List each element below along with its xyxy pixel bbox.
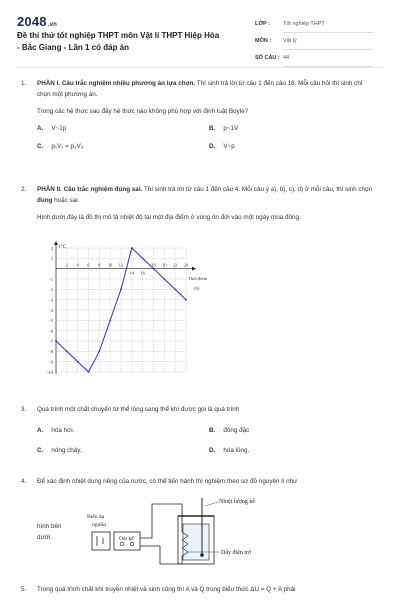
chart-axes [54, 241, 196, 374]
y-tick-label: 2 [50, 245, 53, 251]
wire-top [140, 504, 182, 538]
x-tick-label: 18 [151, 262, 156, 268]
calorimeter-diagram [70, 494, 280, 572]
meta-subject-value: Vật lý [283, 33, 373, 50]
option-c[interactable] [37, 141, 83, 152]
data-point [88, 371, 90, 373]
question-number: 1. [21, 80, 27, 87]
x-axis-arrow [192, 267, 196, 271]
data-point [163, 278, 165, 280]
part-instructions-end: hoặc sai. [52, 197, 80, 204]
question-prompt: Hình dưới đây là đồ thị mô tả nhiệt độ tại một địa điểm ở vùng ôn đới vào một ngày mùa đông. [37, 214, 301, 221]
option-text: p~1V [223, 125, 239, 132]
option-text: p₁V₁ = p₃V₃ [51, 143, 84, 150]
question-number: 3. [21, 406, 27, 413]
meta-row-count [255, 50, 373, 67]
x-tick-label: 10 [107, 262, 113, 268]
option-b[interactable] [209, 123, 238, 134]
label-source-1: Biến áp [87, 514, 105, 520]
question-4 [17, 476, 375, 487]
y-tick-label: -8 [49, 349, 53, 355]
chart-ticks [47, 246, 189, 375]
option-letter: A. [37, 125, 44, 132]
option-b[interactable] [209, 425, 249, 436]
data-point [66, 350, 68, 352]
option-letter: C. [37, 143, 44, 150]
question-number: 2. [21, 186, 27, 193]
x-tick-label: 16 [140, 270, 145, 276]
option-text: nóng chảy. [51, 447, 82, 454]
option-a[interactable] [37, 123, 66, 134]
y-tick-label: -10 [46, 369, 53, 375]
wire-bottom [140, 546, 182, 564]
x-tick-label: 24 [183, 262, 189, 268]
options-row-2 [37, 141, 375, 155]
question-prompt: Trong quá trình chất khí truyền nhiệt và sinh công thì A và Q trong biểu thức ΔU = Q + A phải [37, 586, 296, 593]
logo-text: 2048 [17, 14, 47, 29]
option-text: đông đặc [223, 427, 250, 434]
y-tick-label: -2 [49, 287, 53, 293]
option-letter: A. [37, 427, 44, 434]
data-point [120, 288, 122, 290]
option-text: V~p [223, 143, 235, 150]
data-point [142, 257, 144, 259]
meta-row-class [255, 16, 373, 33]
option-letter: D. [209, 447, 216, 454]
data-point [109, 319, 111, 321]
bold-word: đúng [37, 197, 53, 204]
option-a[interactable] [37, 425, 74, 436]
question-3 [17, 404, 375, 459]
exam-meta [255, 16, 373, 67]
x-tick-label: 8 [98, 262, 101, 268]
question-prompt: Để xác định nhiệt dung riêng của nước, có thể tiến hành thí nghiệm theo sơ đồ nguyên lí như [37, 478, 298, 485]
y-tick-label: -6 [49, 328, 53, 334]
option-letter: C. [37, 447, 44, 454]
question-text [37, 78, 375, 100]
option-text: hóa hơi. [51, 427, 75, 434]
question-4-continuation [17, 521, 77, 543]
option-letter: D. [209, 143, 216, 150]
logo-suffix: .vn [47, 22, 58, 28]
options-row-1 [37, 123, 375, 137]
meta-row-subject [255, 33, 373, 50]
x-tick-label: 6 [87, 262, 90, 268]
y-tick-label: -5 [49, 318, 53, 324]
question-text [37, 184, 375, 206]
option-d[interactable] [209, 141, 235, 152]
part-instructions: Thí sinh trả lời từ câu 1 đến câu 18. Mỗi câu hỏi thí sinh chỉ chọn một phương án. [37, 80, 363, 98]
leader-line [205, 502, 218, 506]
question-1 [17, 78, 375, 155]
meta-count-value: 44 [283, 50, 373, 67]
meta-subject-label: MÔN : [255, 38, 272, 44]
data-point [98, 350, 100, 352]
y-tick-label: -4 [49, 307, 53, 313]
question-prompt-end: hình bên dưới. [37, 523, 62, 541]
y-tick-label: 1 [50, 256, 53, 262]
label-resistor: Dây điện trở [221, 550, 252, 556]
question-2 [17, 184, 375, 223]
x-axis-label: Thời điểm [188, 276, 208, 281]
meta-class-value: Tốt nghiệp THPT [283, 16, 373, 33]
option-text: hóa lỏng. [223, 447, 250, 454]
y-tick-label: -1 [49, 276, 53, 282]
question-5 [17, 584, 375, 595]
options-row-1 [37, 425, 375, 439]
label-wattmeter: Oát kế [119, 536, 134, 542]
question-prompt: Quá trình một chất chuyển từ thể lỏng sang thể khí được gọi là quá trình [37, 406, 240, 413]
option-letter: B. [209, 125, 216, 132]
data-point [185, 299, 187, 301]
y-axis-arrow [54, 241, 58, 245]
y-axis-label: t°C [59, 244, 67, 250]
y-tick-label: -7 [49, 338, 53, 344]
question-number: 4. [21, 478, 27, 485]
calorimeter-inner [183, 524, 209, 560]
site-logo[interactable] [17, 14, 57, 29]
data-point [153, 268, 155, 270]
part-instructions: Thí sinh trả lời từ câu 1 đến câu 4. Mỗi câu ý a), b), c), d) ở mỗi câu, thí sinh chọn [142, 186, 373, 193]
temperature-chart [36, 240, 214, 380]
data-point [55, 340, 57, 342]
x-tick-label: 20 [162, 262, 167, 268]
question-number: 5. [21, 586, 27, 593]
x-tick-label: 4 [76, 262, 79, 268]
part-heading: PHẦN II. Câu trắc nghiệm đúng sai. [37, 186, 143, 193]
page-title: Đề thi thử tốt nghiệp THPT môn Vật lí THPT Hiệp Hòa - Bắc Giang - Lần 1 có đáp án [17, 31, 220, 52]
option-c[interactable] [37, 445, 82, 456]
power-source [92, 532, 110, 550]
part-heading: PHẦN I. Câu trắc nghiệm nhiều phương án lựa chọn. [37, 80, 196, 87]
option-d[interactable] [209, 445, 249, 456]
x-axis-unit: (h) [194, 285, 200, 291]
label-calorimeter: Nhiệt lượng kế [219, 499, 256, 505]
thermometer-bulb [200, 553, 204, 557]
option-letter: B. [209, 427, 216, 434]
x-tick-label: 22 [172, 262, 178, 268]
x-tick-label: 12 [118, 262, 124, 268]
option-text: V~1p [51, 125, 67, 132]
header-divider [17, 67, 383, 68]
y-tick-label: -9 [49, 359, 53, 365]
data-point [77, 361, 79, 363]
x-tick-label: 2 [65, 262, 68, 268]
x-tick-label: 14 [129, 270, 135, 276]
y-tick-label: -3 [49, 297, 53, 303]
question-prompt: Trong các hệ thức sau đây hệ thức nào không phù hợp với định luật Boyle? [37, 108, 249, 115]
data-point [174, 288, 176, 290]
label-source-2: nguồn [92, 522, 106, 528]
options-row-2 [37, 445, 375, 459]
data-point [131, 247, 133, 249]
meta-count-label: SỐ CÂU : [255, 55, 280, 61]
meta-class-label: LỚP : [255, 21, 270, 27]
